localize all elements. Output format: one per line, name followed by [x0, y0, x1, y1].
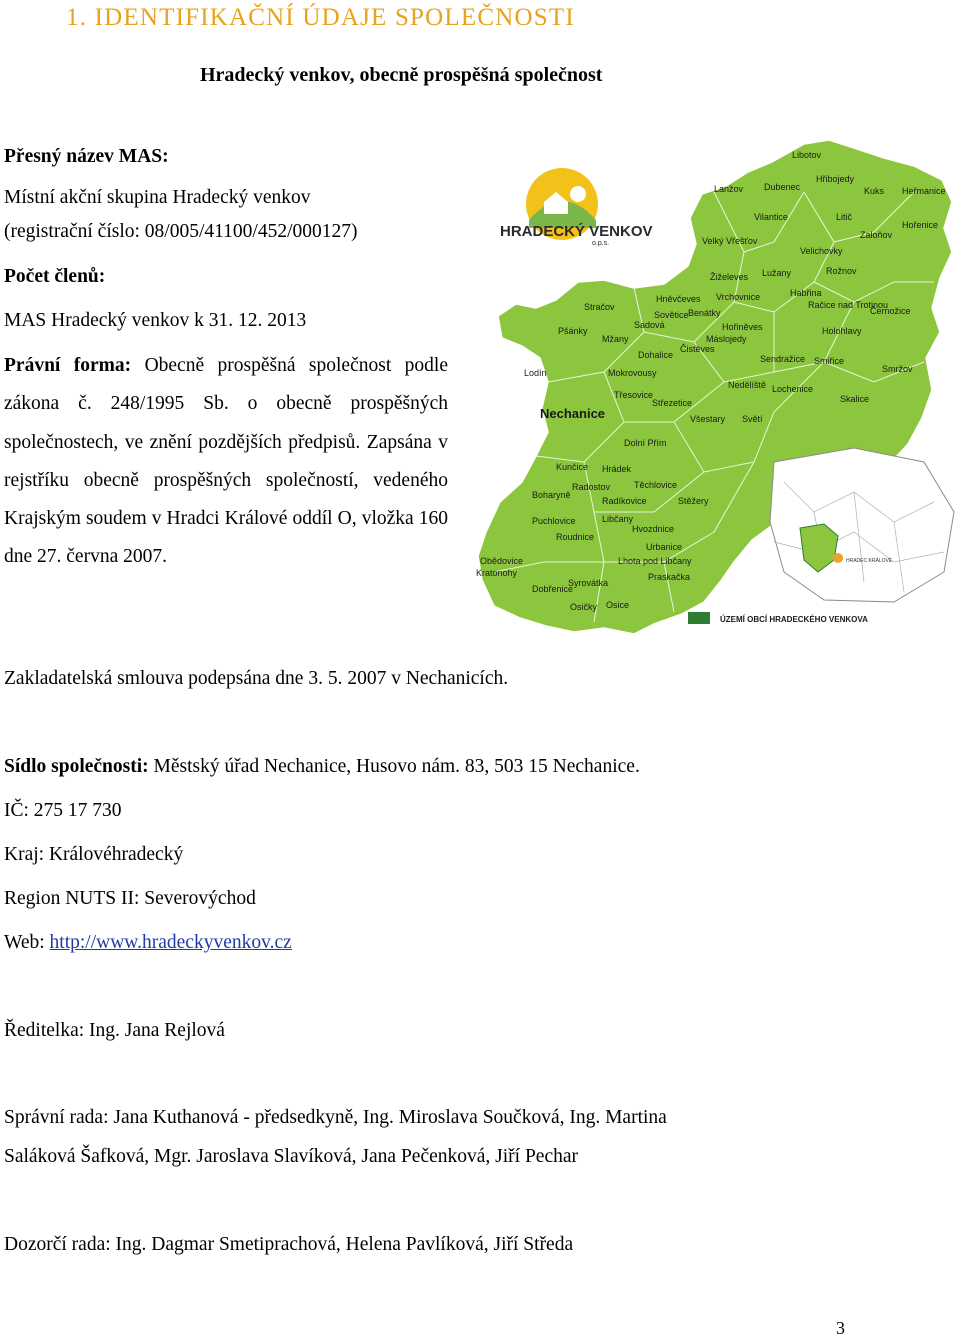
- logo-subtext: o.p.s.: [592, 240, 610, 247]
- legend-swatch: [688, 612, 710, 624]
- legal-form-paragraph: [4, 347, 448, 577]
- town-label: Vrchovnice: [716, 292, 761, 302]
- town-label: Velichovky: [800, 246, 843, 256]
- inset-city-marker: [833, 553, 843, 563]
- town-label: Hořenice: [902, 220, 939, 230]
- town-label: Pšánky: [558, 326, 588, 336]
- seat-label: Sídlo společnosti:: [4, 756, 149, 777]
- town-label: Urbanice: [646, 542, 683, 552]
- town-label: Mžany: [602, 334, 629, 344]
- town-label: Radíkovice: [602, 496, 647, 506]
- founding-contract: Zakladatelská smlouva podepsána dne 3. 5. 2007 v Nechanicích.: [4, 668, 509, 689]
- town-label: Čistěves: [680, 344, 715, 354]
- main-town-label: Nechanice: [540, 406, 606, 421]
- town-label: Hřibojedy: [816, 174, 855, 184]
- town-label: Osičky: [570, 602, 597, 612]
- town-label: Stěžery: [678, 496, 709, 506]
- seat-value: Městský úřad Nechanice, Husovo nám. 83, 503 15 Nechanice.: [153, 756, 640, 777]
- director: Ředitelka: Ing. Jana Rejlová: [4, 1020, 225, 1041]
- town-label: Litič: [836, 212, 853, 222]
- town-label: Kratonohy: [476, 568, 518, 578]
- town-label: Hrádek: [602, 464, 632, 474]
- region-map: [474, 132, 960, 648]
- town-label: Kunčice: [556, 462, 589, 472]
- members-label: Počet členů:: [4, 266, 106, 287]
- town-label: Syrovátka: [568, 578, 609, 588]
- town-label: Benátky: [688, 308, 721, 318]
- inset-region-outline: [770, 448, 954, 602]
- town-label: Dobřenice: [532, 584, 574, 594]
- town-label: Libotov: [792, 150, 822, 160]
- town-label: Nedělíště: [728, 380, 767, 390]
- town-label: Skalice: [840, 394, 870, 404]
- board-line-2: Saláková Šafková, Mgr. Jaroslava Slavíková, Jana Pečenková, Jiří Pechar: [4, 1146, 579, 1167]
- company-subtitle: Hradecký venkov, obecně prospěšná společnost: [200, 64, 603, 86]
- town-label: Sadová: [634, 320, 665, 330]
- inset-map: [770, 448, 954, 602]
- town-label: Světí: [742, 414, 763, 424]
- town-label: Lanžov: [714, 184, 744, 194]
- website: [4, 931, 292, 955]
- town-label: Vilantice: [754, 212, 788, 222]
- town-label: Dubenec: [764, 182, 801, 192]
- exact-name-value: Místní akční skupina Hradecký venkov: [4, 187, 311, 208]
- town-label: Smiřice: [814, 356, 845, 366]
- logo: [500, 168, 653, 247]
- town-label: Sovětice: [654, 310, 689, 320]
- town-label: Boharyně: [532, 490, 571, 500]
- exact-name-label: Přesný název MAS:: [4, 146, 169, 167]
- inset-city-label: HRADEC KRÁLOVÉ: [846, 558, 893, 564]
- town-label: Dolní Přím: [624, 438, 667, 448]
- supervisory-board: Dozorčí rada: Ing. Dagmar Smetiprachová, Helena Pavlíková, Jiří Středa: [4, 1234, 574, 1255]
- town-label: Rožnov: [826, 266, 857, 276]
- town-label: Hvozdnice: [632, 524, 675, 534]
- town-label: Všestary: [690, 414, 726, 424]
- ic-number: IČ: 275 17 730: [4, 800, 122, 821]
- town-label: Praskačka: [648, 572, 691, 582]
- town-label: Černožice: [870, 306, 911, 316]
- town-label: Dohalice: [638, 350, 674, 360]
- town-label: Osice: [606, 600, 630, 610]
- town-label: Habřina: [790, 288, 822, 298]
- town-label: Račice nad Trotinou: [808, 300, 889, 310]
- board-line-1: Správní rada: Jana Kuthanová - předsedkyně, Ing. Miroslava Součková, Ing. Martina: [4, 1107, 667, 1128]
- town-label: Žiželeves: [710, 272, 749, 282]
- town-label: Radostov: [572, 482, 611, 492]
- town-label: Mokrovousy: [608, 368, 657, 378]
- town-label: Hořiněves: [722, 322, 763, 332]
- legal-form-text: Obecně prospěšná společnost podle zákona č. 248/1995 Sb. o obecně prospěšných společnostech, ve znění pozdějších předpisů. Zapsána v rejstříku obecně prospěšných společností, vedeného Krajským soudem v Hradci Králové oddíl O, vložka 160 dne 27. června 2007.: [4, 355, 448, 568]
- town-label: Kuks: [864, 186, 885, 196]
- town-label: Sendražice: [760, 354, 806, 364]
- town-label: Holohlavy: [822, 326, 862, 336]
- town-label: Lochenice: [772, 384, 814, 394]
- section-heading: 1. IDENTIFIKAČNÍ ÚDAJE SPOLEČNOSTI: [66, 4, 575, 31]
- legal-form-label: Právní forma:: [4, 355, 132, 376]
- town-label: Puchlovice: [532, 516, 576, 526]
- members-value: MAS Hradecký venkov k 31. 12. 2013: [4, 310, 307, 331]
- logo-tree-shape: [570, 186, 586, 202]
- nuts-region: Region NUTS II: Severovýchod: [4, 888, 256, 909]
- legend-label: ÚZEMÍ OBCÍ HRADECKÉHO VENKOVA: [720, 615, 868, 624]
- registration-number: (registrační číslo: 08/005/41100/452/000127): [4, 221, 358, 242]
- town-label: Velký Vřešťov: [702, 236, 758, 246]
- town-label: Lhota pod Libčany: [618, 556, 692, 566]
- website-link[interactable]: http://www.hradeckyvenkov.cz: [49, 932, 292, 953]
- town-label: Roudnice: [556, 532, 595, 542]
- region-kraj: Kraj: Královéhradecký: [4, 844, 184, 865]
- town-label: Třesovice: [614, 390, 654, 400]
- map-legend: [688, 610, 960, 626]
- town-label: Těchlovice: [634, 480, 678, 490]
- town-label: Heřmanice: [902, 186, 946, 196]
- town-label: Střezetice: [652, 398, 693, 408]
- town-label: Obědovice: [480, 556, 524, 566]
- town-label: Stračov: [584, 302, 615, 312]
- town-label: Lodín: [524, 368, 547, 378]
- town-label: Libčany: [602, 514, 634, 524]
- town-label: Zaloňov: [860, 230, 893, 240]
- company-seat: [4, 755, 640, 779]
- page-number: 3: [836, 1318, 845, 1338]
- town-label: Lužany: [762, 268, 792, 278]
- logo-text: HRADECKÝ VENKOV: [500, 223, 653, 240]
- town-label: Smržov: [882, 364, 913, 374]
- town-label: Hněvčeves: [656, 294, 701, 304]
- town-label: Máslojedy: [706, 334, 747, 344]
- web-label: Web:: [4, 932, 45, 953]
